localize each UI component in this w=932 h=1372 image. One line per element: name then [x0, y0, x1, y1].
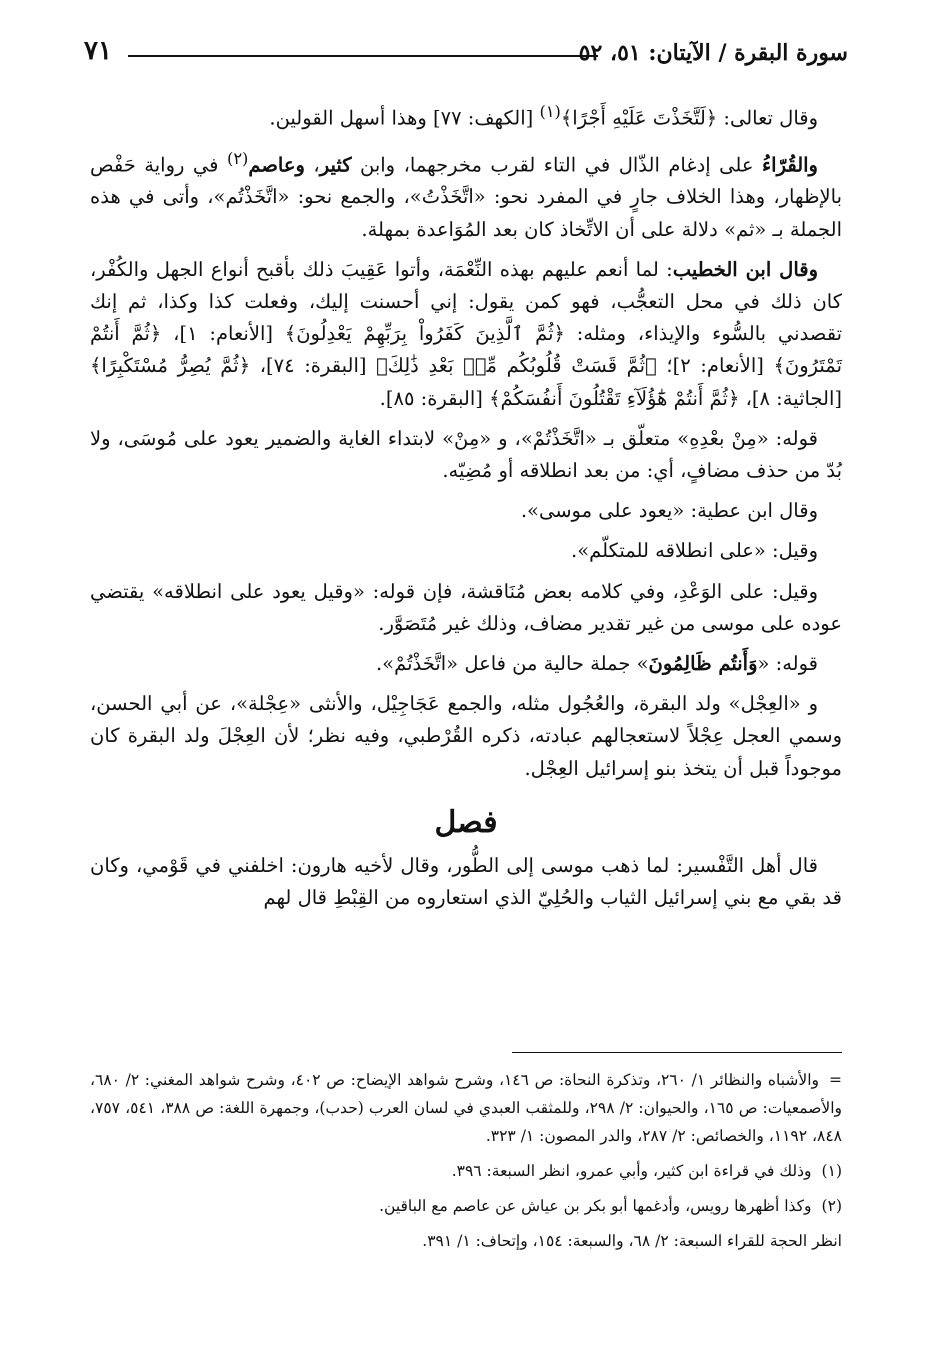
paragraph-p2 [90, 143, 842, 246]
text-run: على إدغام الذّال في التاء لقرب مخرجهما، وابن [351, 153, 762, 177]
text-run: وقال تعالى: ﴿لَتَّخَذْتَ عَلَيْهِ أَجْرًا﴾ [560, 106, 818, 130]
footnote [90, 1192, 842, 1220]
footnote-ref: (٢) [226, 148, 249, 168]
paragraph-p8 [90, 648, 842, 680]
section-paragraph-list [90, 850, 842, 914]
footnote-mark: = [829, 1071, 843, 1089]
footnote [90, 1066, 842, 1150]
paragraph-s1 [90, 850, 842, 914]
paragraph-list [90, 96, 842, 785]
paragraph-p7 [90, 576, 842, 640]
page-header [84, 26, 848, 66]
footnote-separator [512, 1052, 842, 1053]
text-run: وعاصم [248, 153, 305, 177]
footnote-text: والأشباه والنظائر ١/ ٢٦٠، وتذكرة النحاة: ص ١٤٦، وشرح شواهد الإيضاح: ص ٤٠٢، وشرح شواهد المغني: ٢/ ٦٨٠، والأصمعيات: ص ١٦٥، والحيوان: ٢/ ٢٩٨، وللمثقب العبدي في لسان العرب (حدب)، وجمهرة اللغة: ص ٣٨٨، ٥٤١، ٧٥٧، ٨٤٨، ١١٩٢، والخصائص: ٢/ ٢٨٧، والدر المصون: ١/ ٣٢٣. [90, 1071, 842, 1145]
text-run: في رواية حَفْص بالإظهار، وهذا الخلاف جارٍ في المفرد نحو: «اتَّخَذْتُ»، والجمع نحو: «اتَّخَذْتُم»، وأتى في هذه الجملة بـ «ثم» دلالة على أن الاتِّخاذ كان بعد المُوَاعدة بمهلة. [90, 153, 842, 241]
footnotes [90, 1066, 842, 1262]
footnote-text: وكذا أظهرها رويس، وأدغمها أبو بكر بن عياش عن عاصم مع الباقين. [379, 1197, 812, 1215]
text-run: والقُرّاءُ [761, 153, 818, 177]
text-run: ، [304, 153, 320, 177]
text-run: [الكهف: ٧٧] وهذا أسهل القولين. [269, 106, 540, 130]
text-run: كثير [319, 153, 352, 177]
section-title: فصل [434, 804, 498, 840]
text-run: قوله: «مِنْ بعْدِهِ» متعلّق بـ «اتَّخَذْتُمْ»، و «مِنْ» لابتداء الغاية والضمير يعود على مُوسَى، ولا بُدّ من حذف مضافٍ، أي: من بعد انطلاقه أو مُضِيّه. [90, 426, 842, 483]
running-title: سورة البقرة / الآيتان: ٥١، ٥٢ [578, 40, 848, 66]
text-run: وقيل: على الوَعْدِ، وفي كلامه بعض مُنَاقشة، فإن قوله: «وقيل يعود على انطلاقه» يقتضي عوده على موسى من غير تقدير مضاف، وذلك غير مُتَصَوَّر. [90, 579, 842, 635]
footnote-ref: (١) [539, 102, 561, 121]
paragraph-p6 [90, 535, 842, 567]
paragraph-p5 [90, 495, 842, 527]
text-run: قوله: « [757, 652, 818, 676]
footnote-mark: (١) [821, 1162, 842, 1180]
paragraph-p9 [90, 688, 842, 785]
paragraph-p3 [90, 254, 842, 415]
main-text [90, 96, 842, 922]
paragraph-p1 [90, 96, 842, 135]
text-run: وَأَنتُم ظَالِمُونَ [648, 652, 758, 676]
footnote-text: انظر الحجة للقراء السبعة: ٢/ ٦٨، والسبعة: ١٥٤، وإتحاف: ١/ ٣٩١. [422, 1232, 842, 1250]
text-run: » جملة حالية من فاعل «اتَّخَذْتُمْ». [375, 652, 649, 676]
text-run: وقال ابن عطية: «يعود على موسى». [520, 499, 818, 523]
paragraph-p4 [90, 423, 842, 487]
text-run: وقيل: «على انطلاقه للمتكلّم». [571, 539, 818, 563]
text-run: و «العِجْل» ولد البقرة، والعُجُول مثله، والجمع عَجَاجِيْل، والأنثى «عِجْلة»، عن أبي الحسن، وسمي العجل عِجْلاً لاستعجالهم عبادته، ذكره القُرْطبي، وفيه نظر؛ لأن العِجْلَ ولد البقرة كان موجوداً قبل أن يتخذ بنو إسرائيل العِجْل. [90, 692, 842, 780]
footnote [90, 1227, 842, 1255]
header-rule [128, 55, 598, 57]
footnote-text: وذلك في قراءة ابن كثير، وأبي عمرو، انظر السبعة: ٣٩٦. [451, 1162, 812, 1180]
text-run: : لما أنعم عليهم بهذه النِّعْمَة، وأتوا عَقِيبَ ذلك بأقبح أنواع الجهل والكُفْر، كان ذلك في محل التعجُّب، فهو كمن يقول: إني أحسنت إليك، وفعلت كذا وكذا، ثم إنك تقصدني بالسُّوء والإيذاء، ومثله: ﴿ثُمَّ ٱلَّذِينَ كَفَرُواْ بِرَبِّهِمْ يَعْدِلُونَ﴾ [الأنعام: ١]، ﴿ثُمَّ أَنتُمْ تَمْتَرُونَ﴾ [الأنعام: ٢]؛ ﴿ثُمَّ قَسَتْ قُلُوبُكُم مِّنۢ بَعْدِ ذَٰلِكَ﴾ [البقرة: ٧٤]، ﴿ثُمَّ يُصِرُّ مُسْتَكْبِرًا﴾ [الجاثية: ٨]، ﴿ثُمَّ أَنتُمْ هَٰٓؤُلَآءِ تَقْتُلُونَ أَنفُسَكُمْ﴾ [البقرة: ٨٥]. [90, 257, 843, 410]
page-number: ٧١ [84, 36, 112, 66]
text-run: قال أهل التَّفْسير: لما ذهب موسى إلى الطُّور، وقال لأخيه هارون: اخلفني في قَوْمي، وكان قد بقي مع بني إسرائيل الثياب والحُلِيّ الذي استعاروه من القِبْطِ قال لهم [90, 853, 842, 910]
text-run: وقال ابن الخطيب [672, 257, 818, 281]
footnote-mark: (٢) [821, 1197, 842, 1215]
footnote [90, 1157, 842, 1185]
